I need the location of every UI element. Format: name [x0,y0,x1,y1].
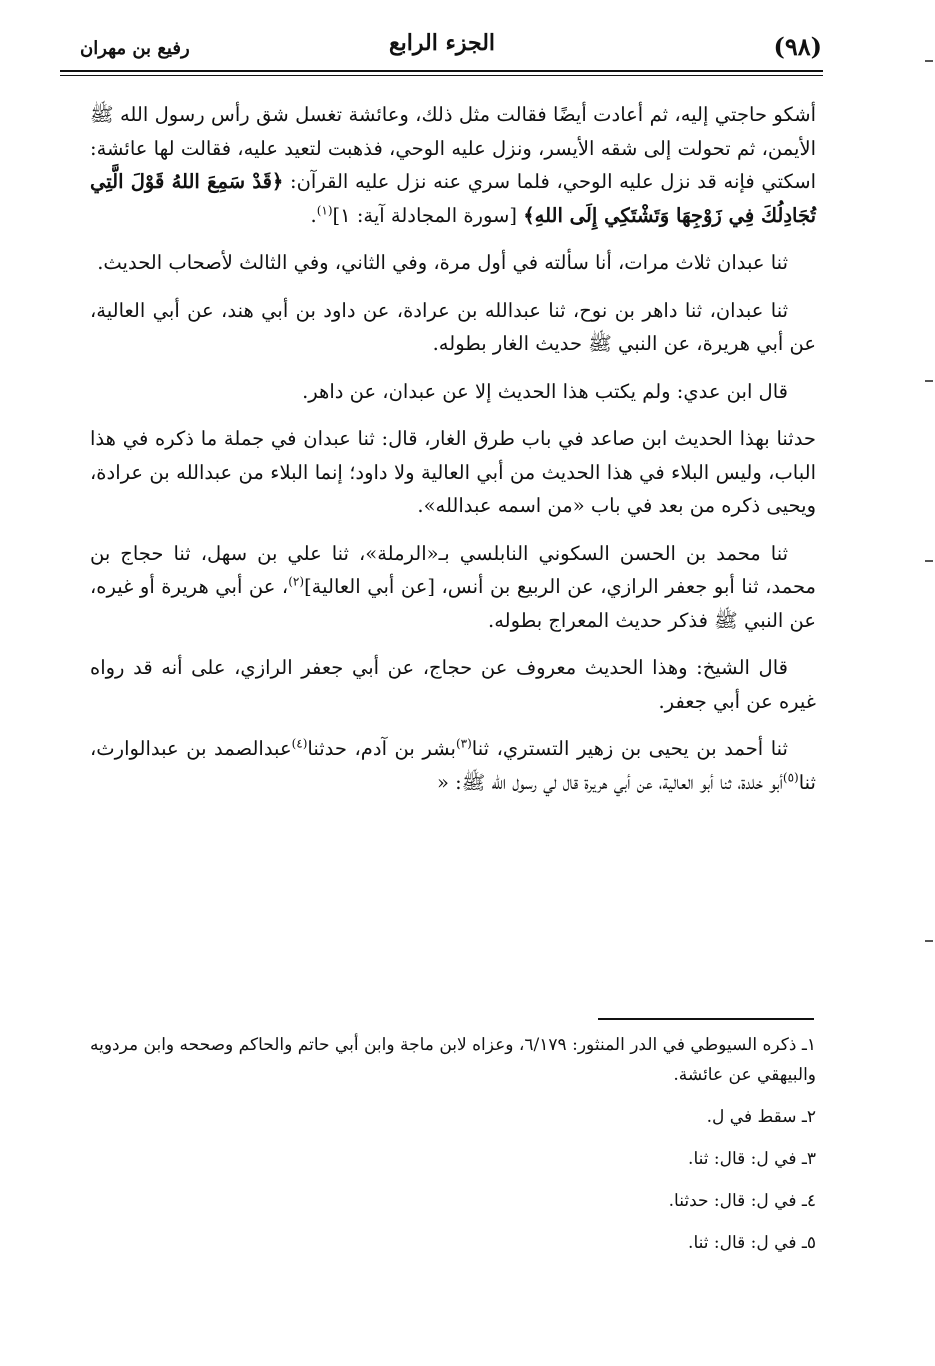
paragraph-6-text-a: ثنا محمد بن الحسن السكوني النابلسي بـ«الرملة»، ثنا علي بن سهل، ثنا حجاج بن محمد، ثنا أبو جعفر الرازي، عن الربيع بن أنس، [عن أبي العالية] [90,541,816,598]
paragraph-2: ثنا عبدان ثلاث مرات، أنا سألته في أول مرة، وفي الثاني، وفي الثالث لأصحاب الحديث. [97,251,788,274]
paragraph-5: حدثنا بهذا الحديث ابن صاعد في باب طرق الغار، قال: ثنا عبدان في جملة ما ذكره في هذا الباب، وليس البلاء في هذا الحديث من أبي العالية ولا داود؛ إنما البلاء من عبدالله بن عرادة، ويحيى ذكره من بعد في باب «من اسمه عبدالله». [90,427,816,517]
paragraph-8-text-b: بشر بن آدم، حدثنا [307,737,456,760]
footnotes [90,1030,816,1270]
paragraph-8-text-a: ثنا أحمد بن يحيى بن زهير التستري، ثنا [471,737,788,760]
paragraph-7: قال الشيخ: وهذا الحديث معروف عن حجاج، عن أبي جعفر الرازي، على أنه قد رواه غيره عن أبي جعفر. [90,656,816,713]
footnote-ref-2: (٢) [288,574,305,589]
paragraph-1 [90,98,816,232]
paragraph-1-text: أشكو حاجتي إليه، ثم أعادت أيضًا فقالت مثل ذلك، وعائشة تغسل شق رأس رسول الله ﷺ الأيمن، ثم تحولت إلى شقه الأيسر، ونزل عليه الوحي، فذهبت لتعيد عليه، فقالت لها عائشة: اسكتي فإنه قد نزل عليه الوحي، فلما سري عنه نزل عليه القرآن: [90,103,816,193]
author-heading: رفيع بن مهران [80,38,190,59]
footnote-ref-3: (٣) [455,736,472,751]
scan-edge-mark [925,940,933,942]
page-number: (٩٨) [773,32,822,61]
paragraph-3: ثنا عبدان، ثنا داهر بن نوح، ثنا عبدالله بن عرادة، عن داود بن أبي هند، عن أبي العالية، عن أبي هريرة، عن النبي ﷺ حديث الغار بطوله. [90,298,816,355]
footnote-ref-4: (٤) [291,736,308,751]
footnote-4: ٤ـ في ل: قال: حدثنا. [668,1191,816,1211]
scan-edge-mark [925,60,933,62]
header-rule [60,70,823,72]
paragraph-1-end: . [310,203,317,227]
running-title: الجزء الرابع [388,30,496,56]
quran-verse: ﴿قَدْ سَمِعَ اللهُ قَوْلَ الَّتِي تُجَادِلُكَ فِي زَوْجِهَا وَتَشْتَكِي إِلَى اللهِ﴾ [90,170,816,227]
footnote-5: ٥ـ في ل: قال: ثنا. [688,1233,816,1253]
paragraph-8-text-c: عبدالصمد بن عبدالوارث، ثنا [90,737,816,794]
paragraph-8-text-d: أبو خلدة، ثنا أبو العالية، عن أبي هريرة قال لي رسول الله ﷺ: « [437,770,783,794]
footnote-ref-5: (٥) [782,770,799,784]
header-rule-thin [60,75,823,76]
footnote-2: ٢ـ سقط في ل. [706,1107,816,1127]
footnote-1: ١ـ ذكره السيوطي في الدر المنثور: ٦/١٧٩، وعزاه لابن ماجة وابن أبي حاتم والحاكم وصححه وابن مردويه والبيهقي عن عائشة. [90,1035,816,1085]
surah-reference: [سورة المجادلة آية: ١] [332,203,517,227]
paragraph-6 [90,537,816,638]
scan-edge-mark [925,380,933,382]
footnote-separator [598,1018,814,1020]
footnote-ref-1: (١) [316,203,333,217]
main-text [90,98,816,813]
paragraph-8 [90,732,816,799]
paragraph-6-text-b: ، عن أبي هريرة أو غيره، عن النبي ﷺ فذكر حديث المعراج بطوله. [90,575,816,632]
paragraph-4: قال ابن عدي: ولم يكتب هذا الحديث إلا عن عبدان، عن داهر. [302,379,788,403]
page-header [62,28,822,68]
footnote-3: ٣ـ في ل: قال: ثنا. [688,1149,816,1169]
scan-edge-mark [925,560,933,562]
